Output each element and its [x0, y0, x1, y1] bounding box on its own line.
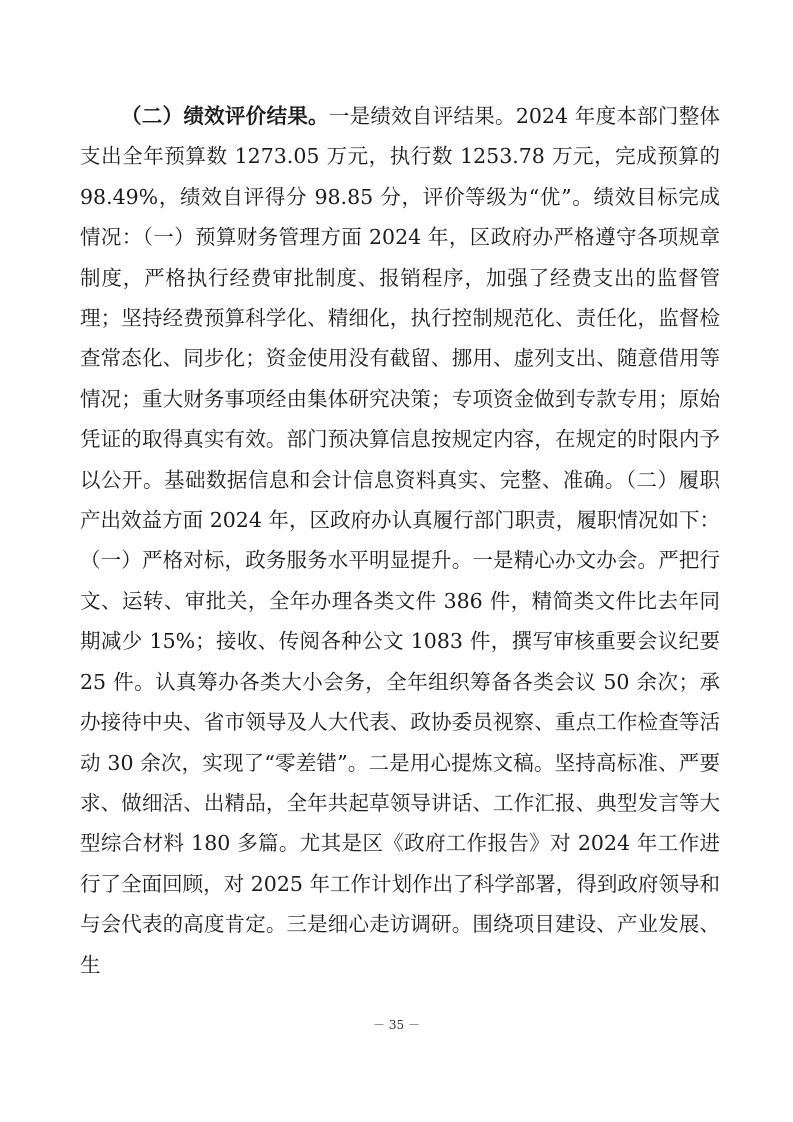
body-paragraph	[80, 96, 720, 985]
page-number: － 35 －	[373, 1018, 420, 1032]
section-heading: （二）绩效评价结果。	[121, 104, 329, 128]
paragraph-text: 一是绩效自评结果。2024 年度本部门整体支出全年预算数 1273.05 万元，执行数 1253.78 万元，完成预算的 98.49%，绩效自评得分 98.85 分，评价等级为“优”。绩效目标完成情况：（一）预算财务管理方面 2024 年，区政府办严格遵守各项规章制度，严格执行经费审批制度、报销程序，加强了经费支出的监督管理；坚持经费预算科学化、精细化，执行控制规范化、责任化，监督检查常态化、同步化；资金使用没有截留、挪用、虚列支出、随意借用等情况；重大财务事项经由集体研究决策；专项资金做到专款专用；原始凭证的取得真实有效。部门预决算信息按规定内容，在规定的时限内予以公开。基础数据信息和会计信息资料真实、完整、准确。（二）履职产出效益方面 2024 年，区政府办认真履行部门职责，履职情况如下：（一）严格对标，政务服务水平明显提升。一是精心办文办会。严把行文、运转、审批关，全年办理各类文件 386 件，精简类文件比去年同期减少 15%；接收、传阅各种公文 1083 件，撰写审核重要会议纪要 25 件。认真筹办各类大小会务，全年组织筹备各类会议 50 余次；承办接待中央、省市领导及人大代表、政协委员视察、重点工作检查等活动 30 余次，实现了“零差错”。二是用心提炼文稿。坚持高标准、严要求、做细活、出精品，全年共起草领导讲话、工作汇报、典型发言等大型综合材料 180 多篇。尤其是区《政府工作报告》对 2024 年工作进行了全面回顾，对 2025 年工作计划作出了科学部署，得到政府领导和与会代表的高度肯定。三是细心走访调研。围绕项目建设、产业发展、生	[80, 104, 720, 977]
